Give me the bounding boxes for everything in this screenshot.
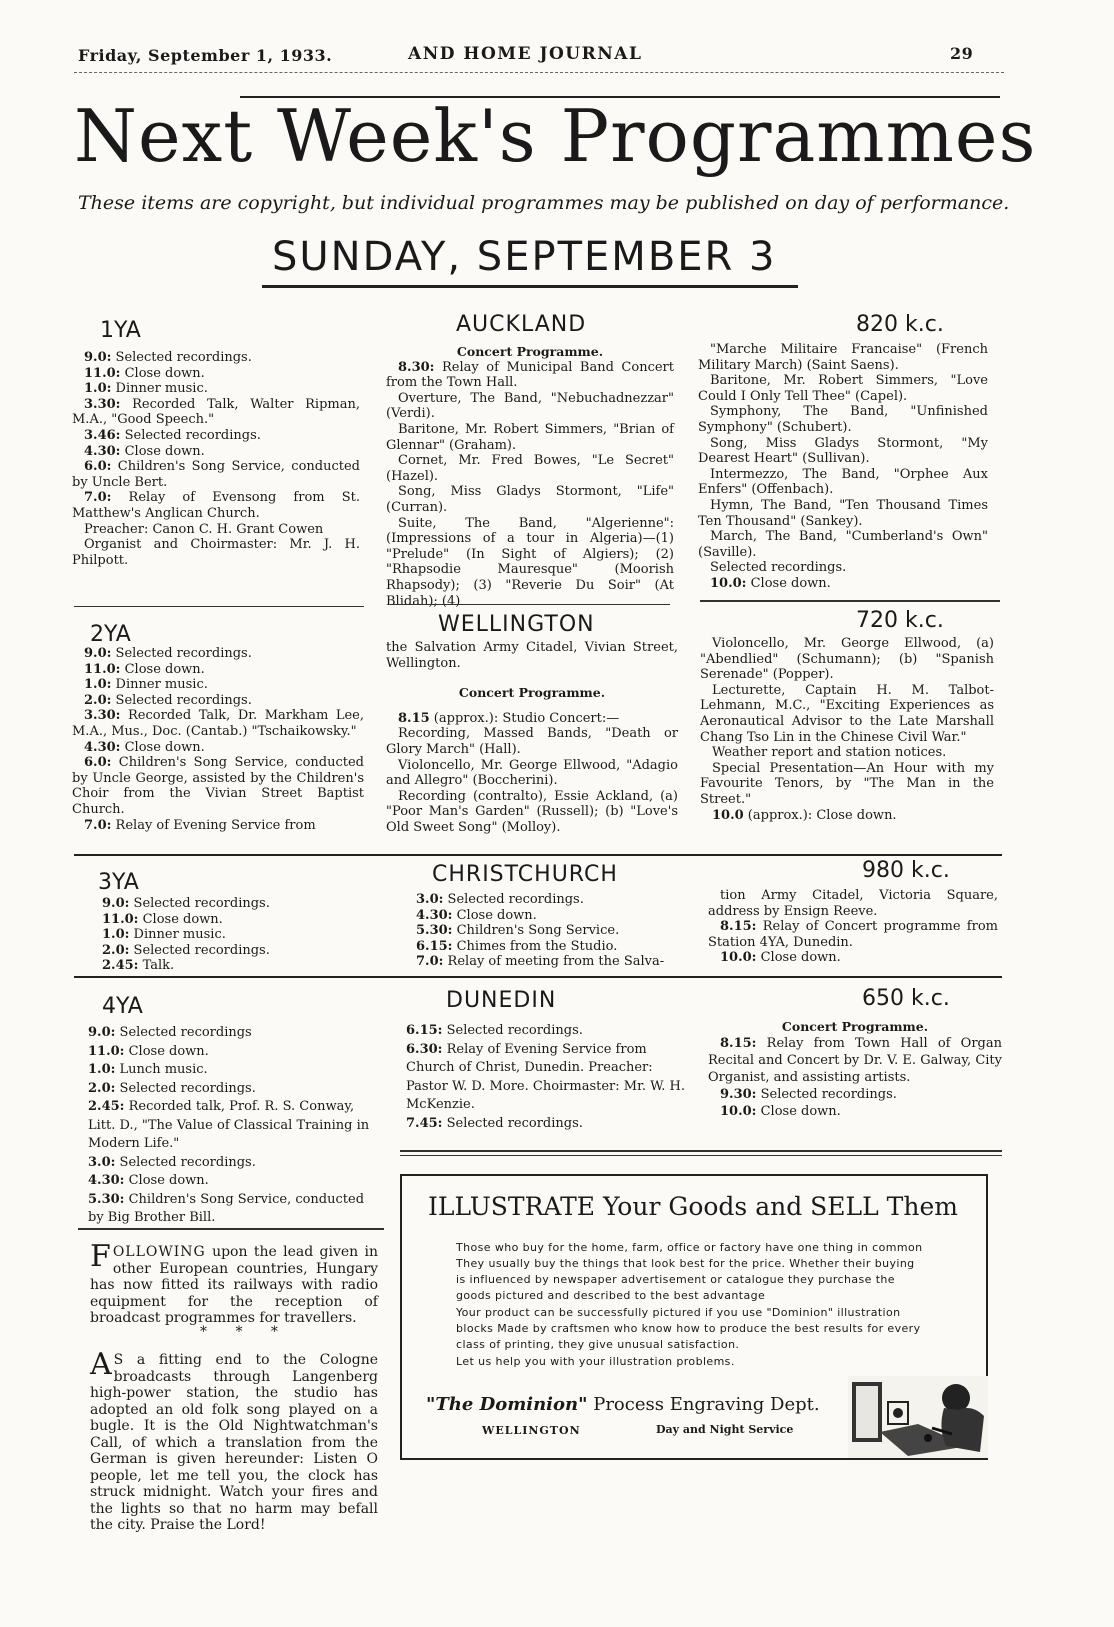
day-heading: SUNDAY, SEPTEMBER 3: [272, 234, 777, 280]
list-item: [404, 908, 674, 924]
list-item: [72, 490, 360, 521]
drop-cap: A: [90, 1347, 112, 1382]
time-label: 6.0:: [84, 755, 112, 771]
item-text: Selected recordings.: [115, 1080, 256, 1096]
list-item: [72, 740, 364, 756]
list-item: [78, 1043, 374, 1062]
article-cologne: [90, 1347, 378, 1534]
item-text: March, The Band, "Cumberland's Own" (Saville).: [698, 529, 988, 560]
list-item: [386, 726, 678, 757]
item-text: Lecturette, Captain H. M. Talbot-Lehmann, M.C., "Exciting Experiences as Aeronautical Advisor to the Late Marshall Chang Tso Lin in the Chinese Civil War.": [700, 682, 994, 745]
list-item: [700, 761, 994, 808]
item-text: Close down.: [756, 950, 841, 966]
item-text: Close down.: [124, 1173, 209, 1188]
time-label: 11.0:: [84, 365, 121, 381]
separator-stars: * * *: [200, 1324, 290, 1340]
time-label: 3.46:: [84, 427, 121, 443]
item-text: Recorded talk, Prof. R. S. Conway, Litt. D., "The Value of Classical Training in Modern Life.": [88, 1099, 370, 1151]
engraver-illustration: [848, 1376, 988, 1458]
list-item: [72, 366, 360, 382]
item-text: Selected recordings: [115, 1025, 252, 1040]
list-item: [698, 467, 988, 498]
frequency-4ya: 650 k.c.: [862, 986, 950, 1011]
page-title: Next Week's Programmes: [74, 94, 1037, 178]
list-item: [698, 373, 988, 404]
time-label: 7.0:: [84, 490, 112, 506]
section-rule: [74, 976, 1002, 978]
item-text: Suite, The Band, "Algerienne": (Impressions of a tour in Algeria)—(1) "Prelude" (In Sight of Algiers); (2) "Rhapsodie Mauresque" (Moorish Rhapsody); (3) "Reverie Du Soir" (At Blidah); (4): [386, 515, 674, 609]
list-item: [72, 646, 364, 662]
time-label: 9.0:: [84, 646, 112, 661]
list-item: [72, 677, 364, 693]
program-list-2ya-right: [700, 636, 994, 823]
item-text: Relay of Evensong from St. Matthew's Anglican Church.: [72, 490, 360, 521]
section-rule: [700, 600, 1000, 602]
item-text: Overture, The Band, "Nebuchadnezzar" (Verdi).: [386, 390, 674, 422]
time-label: 4.30:: [84, 443, 121, 459]
time-label: 9.0:: [84, 350, 112, 365]
time-label: 9.30:: [720, 1087, 757, 1102]
item-text: Children's Song Service, conducted by Uncle George, assisted by the Children's Choir from the Vivian Street Baptist Church.: [72, 755, 364, 817]
item-text: Chimes from the Studio.: [452, 938, 618, 954]
time-label: 10.0: [712, 807, 744, 823]
program-list-4ya-right: [708, 1018, 1002, 1120]
list-item: [386, 453, 674, 484]
article-rule: [78, 1228, 384, 1230]
time-label: 1.0:: [102, 927, 130, 943]
time-label: 4.30:: [84, 739, 121, 755]
list-item: [72, 350, 360, 366]
list-item: [90, 912, 362, 928]
item-text: Children's Song Service.: [452, 923, 620, 939]
page-number: 29: [950, 44, 974, 63]
ad-firm: [426, 1394, 820, 1415]
city-wellington: WELLINGTON: [438, 612, 595, 637]
program-list-1ya-right: [698, 342, 988, 592]
time-label: 2.45:: [102, 958, 139, 974]
ad-firm-prefix: "The Dominion": [426, 1394, 588, 1415]
item-text: Dinner music.: [111, 677, 208, 693]
time-label: 1.0:: [84, 677, 112, 693]
item-text: Violoncello, Mr. George Ellwood, "Adagio and Allegro" (Boccherini).: [386, 757, 678, 789]
list-item: [72, 397, 360, 428]
time-label: 10.0:: [720, 1104, 757, 1119]
program-list-3ya-left: [90, 896, 362, 974]
program-list-1ya-mid: [386, 344, 674, 609]
ad-headline: ILLUSTRATE Your Goods and SELL Them: [428, 1192, 958, 1221]
list-item: [698, 342, 988, 373]
list-item: [396, 1041, 688, 1115]
time-label: 2.0:: [84, 692, 112, 708]
program-list-2ya-mid: [386, 640, 678, 836]
item-text: Talk.: [138, 958, 175, 974]
copyright-notice: These items are copyright, but individual programmes may be published on day of performance.: [78, 192, 1010, 214]
time-label: 7.0:: [416, 954, 444, 970]
list-item: [700, 745, 994, 761]
item-text: (approx.): Studio Concert:—: [429, 710, 620, 726]
list-item: [78, 1024, 374, 1043]
list-item: [698, 560, 988, 576]
time-label: 3.0:: [88, 1154, 116, 1170]
item-text: Selected recordings.: [442, 1115, 583, 1131]
program-list-4ya-left: [78, 1024, 374, 1228]
time-label: 3.0:: [416, 892, 444, 907]
program-list-3ya-right: [708, 888, 998, 966]
list-item: [698, 404, 988, 435]
list-item: [90, 896, 362, 912]
list-item: [708, 1035, 1002, 1086]
item-text: Selected recordings.: [111, 692, 252, 708]
item-text: Special Presentation—An Hour with my Favourite Tenors, by "The Man in the Street.": [700, 760, 994, 807]
program-list-3ya-mid: [404, 892, 674, 970]
concert-heading: Concert Programme.: [458, 685, 606, 701]
time-label: 9.0:: [88, 1025, 116, 1040]
city-dunedin: DUNEDIN: [446, 988, 557, 1013]
list-item: [698, 529, 988, 560]
time-label: 4.30:: [88, 1173, 125, 1188]
item-text: Baritone, Mr. Robert Simmers, "Love Could I Only Tell Thee" (Capel).: [698, 373, 988, 404]
ad-copy: [456, 1240, 926, 1371]
list-item: [90, 943, 362, 959]
ad-firm-name: Process Engraving Dept.: [593, 1394, 820, 1415]
item-text: Violoncello, Mr. George Ellwood, (a) "Abendlied" (Schumann); (b) "Spanish Serenade" (Popper).: [700, 636, 994, 683]
list-item: [386, 711, 678, 727]
time-label: 9.0:: [102, 896, 130, 911]
item-text: Close down.: [120, 739, 205, 755]
column-rule: [390, 604, 670, 605]
city-auckland: AUCKLAND: [456, 312, 587, 337]
station-1ya: 1YA: [100, 318, 141, 343]
list-item: [72, 428, 360, 444]
article-lead: OLLOWING: [112, 1244, 206, 1260]
ad-rule: [400, 1150, 1002, 1152]
list-item: [72, 537, 360, 568]
list-item: [396, 1115, 688, 1134]
ad-rule: [400, 1155, 1002, 1156]
program-list-4ya-mid: [396, 1022, 688, 1133]
item-text: Selected recordings.: [442, 1023, 583, 1038]
item-text: Close down.: [124, 1043, 209, 1059]
list-item: [386, 789, 678, 836]
ad-service: Day and Night Service: [656, 1423, 794, 1436]
list-item: [700, 636, 994, 683]
item-text: tion Army Citadel, Victoria Square, address by Ensign Reeve.: [708, 888, 998, 919]
list-item: [72, 693, 364, 709]
list-item: [708, 919, 998, 950]
time-label: 7.0:: [84, 817, 112, 833]
time-label: 3.30:: [84, 708, 121, 724]
list-item: [386, 758, 678, 789]
item-text: Relay of meeting from the Salva-: [443, 954, 665, 970]
frequency-2ya: 720 k.c.: [856, 608, 944, 633]
list-item: [708, 950, 998, 966]
item-text: Hymn, The Band, "Ten Thousand Times Ten Thousand" (Sankey).: [698, 497, 988, 529]
list-item: [698, 436, 988, 467]
item-text: Relay of Evening Service from: [111, 817, 316, 833]
list-item: [386, 422, 674, 453]
time-label: 8.15:: [720, 919, 757, 935]
list-item: [72, 755, 364, 817]
item-text: Intermezzo, The Band, "Orphee Aux Enfers" (Offenbach).: [698, 466, 988, 498]
section-rule: [74, 854, 1002, 856]
item-text: Close down.: [120, 365, 205, 381]
station-2ya: 2YA: [90, 622, 131, 647]
issue-date: Friday, September 1, 1933.: [78, 46, 333, 65]
list-item: [78, 1061, 374, 1080]
item-text: Close down.: [120, 443, 205, 459]
day-underline: [262, 285, 798, 288]
time-label: 7.45:: [406, 1115, 443, 1131]
item-text: Recorded Talk, Dr. Markham Lee, M.A., Mus., Doc. (Cantab.) "Tschaikowsky.": [72, 708, 364, 739]
time-label: 6.15:: [406, 1023, 443, 1038]
ad-paragraph: Your product can be successfully pictured if you use "Dominion" illustration blocks Made by craftsmen who know how to produce the best results for every class of printing, they give unusual satisfaction.: [456, 1306, 921, 1351]
item-text: Dinner music.: [111, 381, 208, 397]
list-item: [404, 939, 674, 955]
item-text: Relay of Concert programme from Station 4YA, Dunedin.: [708, 919, 998, 950]
item-text: Relay of Municipal Band Concert from the Town Hall.: [386, 359, 674, 391]
list-item: the Salvation Army Citadel, Vivian Street, Wellington.: [386, 640, 678, 671]
journal-name: AND HOME JOURNAL: [408, 44, 643, 64]
article-hungary-railways: [90, 1239, 378, 1327]
list-item: [700, 683, 994, 745]
item-text: Selected recordings.: [129, 896, 270, 911]
item-text: Selected recordings.: [111, 646, 252, 661]
item-text: Preacher: Canon C. H. Grant Cowen: [84, 521, 324, 537]
section-rule: [74, 606, 364, 607]
list-item: [404, 954, 674, 970]
time-label: 8.15: [398, 710, 430, 726]
item-text: Selected recordings.: [443, 892, 584, 907]
list-item: [72, 818, 364, 834]
time-label: 10.0:: [720, 950, 757, 966]
item-text: Baritone, Mr. Robert Simmers, "Brian of Glennar" (Graham).: [386, 421, 674, 453]
time-label: 11.0:: [88, 1043, 125, 1059]
frequency-1ya: 820 k.c.: [856, 312, 944, 337]
list-item: [708, 888, 998, 919]
item-text: Close down.: [120, 661, 205, 677]
article-text: S a fitting end to the Cologne broadcasts through Langenberg high-power station, the studio has adopted an old folk song played on a bugle. It is the Old Nightwatchman's Call, of which a translation from the German is given hereunder: Listen O people, let me tell you, the clock has struck midnight. Watch your fires and the lights so that no harm may befall the city. Praise the Lord!: [90, 1352, 378, 1533]
item-text: Recording (contralto), Essie Ackland, (a) "Poor Man's Garden" (Russell); (b) "Love's Old Sweet Song" (Molloy).: [386, 788, 678, 835]
list-item: [78, 1191, 374, 1228]
item-text: Relay from Town Hall of Organ Recital and Concert by Dr. V. E. Galway, City Organist, and assisting artists.: [708, 1036, 1002, 1085]
list-item: [708, 1103, 1002, 1120]
item-text: Children's Song Service, conducted by Uncle Bert.: [72, 459, 360, 490]
ad-paragraph: Let us help you with your illustration problems.: [456, 1355, 735, 1368]
item-text: Children's Song Service, conducted by Big Brother Bill.: [88, 1191, 365, 1225]
list-item: [72, 708, 364, 739]
time-label: 11.0:: [102, 911, 139, 927]
item-text: Close down.: [138, 911, 223, 927]
advertisement-box: [400, 1174, 988, 1460]
item-text: Close down.: [746, 575, 831, 591]
program-list-1ya-left: [72, 350, 360, 568]
drop-cap: F: [90, 1239, 111, 1274]
time-label: 8.30:: [398, 359, 435, 375]
list-item: [404, 892, 674, 908]
item-text: Selected recordings.: [129, 942, 270, 958]
time-label: 6.30:: [406, 1041, 443, 1057]
list-item: [698, 498, 988, 529]
item-text: Song, Miss Gladys Stormont, "Life" (Curran).: [386, 484, 674, 515]
list-item: [72, 522, 360, 538]
time-label: 4.30:: [416, 907, 453, 923]
item-text: Song, Miss Gladys Stormont, "My Dearest Heart" (Sullivan).: [698, 435, 988, 467]
item-text: Close down.: [756, 1104, 841, 1119]
list-item: [78, 1172, 374, 1191]
item-text: Recording, Massed Bands, "Death or Glory March" (Hall).: [386, 726, 678, 757]
time-label: 10.0:: [710, 575, 747, 591]
item-text: Selected recordings.: [120, 427, 261, 443]
item-text: Selected recordings.: [115, 1154, 256, 1170]
article-text: upon the lead given in other European countries, Hungary has now fitted its railways with radio equipment for the reception of broadcast programmes for travellers.: [90, 1244, 378, 1326]
city-christchurch: CHRISTCHURCH: [432, 862, 618, 887]
list-item: [72, 662, 364, 678]
frequency-3ya: 980 k.c.: [862, 858, 950, 883]
concert-heading: Concert Programme.: [781, 1019, 929, 1034]
list-item: [708, 1086, 1002, 1103]
item-text: Weather report and station notices.: [712, 745, 947, 761]
item-text: Symphony, The Band, "Unfinished Symphony" (Schubert).: [698, 404, 988, 435]
list-item: [698, 576, 988, 592]
program-list-2ya-left: [72, 646, 364, 833]
time-label: 8.15:: [720, 1036, 757, 1051]
item-text: Organist and Choirmaster: Mr. J. H. Philpott.: [72, 537, 360, 568]
station-3ya: 3YA: [98, 870, 139, 895]
ad-city: WELLINGTON: [482, 1424, 581, 1437]
item-text: "Marche Militaire Francaise" (French Military March) (Saint Saens).: [698, 342, 988, 373]
list-item: [72, 459, 360, 490]
list-item: [72, 381, 360, 397]
time-label: 2.0:: [88, 1080, 116, 1096]
item-text: Lunch music.: [115, 1062, 208, 1077]
concert-heading: Concert Programme.: [456, 344, 604, 359]
list-item: [78, 1154, 374, 1173]
time-label: 5.30:: [88, 1191, 125, 1207]
time-label: 11.0:: [84, 661, 121, 677]
list-item: [396, 1022, 688, 1041]
list-item: [404, 923, 674, 939]
list-item: [78, 1080, 374, 1099]
list-item: [700, 808, 994, 824]
time-label: 6.0:: [84, 459, 112, 475]
time-label: 1.0:: [84, 381, 112, 397]
list-item: [72, 444, 360, 460]
item-text: Selected recordings.: [756, 1087, 897, 1102]
list-item: [386, 391, 674, 422]
list-item: [386, 484, 674, 515]
time-label: 6.15:: [416, 938, 453, 954]
list-item: [90, 927, 362, 943]
header-rule: [74, 72, 1004, 73]
item-text: Cornet, Mr. Fred Bowes, "Le Secret" (Hazel).: [386, 453, 674, 484]
item-text: Selected recordings.: [710, 560, 847, 576]
item-text: Selected recordings.: [111, 350, 252, 365]
time-label: 3.30:: [84, 396, 121, 412]
item-text: (approx.): Close down.: [743, 807, 897, 823]
time-label: 2.0:: [102, 942, 130, 958]
item-text: Recorded Talk, Walter Ripman, M.A., "Good Speech.": [72, 396, 360, 428]
list-item: [386, 360, 674, 391]
list-item: [78, 1098, 374, 1154]
time-label: 2.45:: [88, 1099, 125, 1114]
item-text: Relay of Evening Service from Church of Christ, Dunedin. Preacher: Pastor W. D. More. Choirmaster: Mr. W. H. McKenzie.: [406, 1041, 685, 1112]
time-label: 1.0:: [88, 1062, 116, 1077]
list-item: [90, 958, 362, 974]
time-label: 5.30:: [416, 923, 453, 939]
list-item: [386, 516, 674, 610]
item-text: Close down.: [452, 907, 537, 923]
station-4ya: 4YA: [102, 994, 143, 1019]
ad-paragraph: Those who buy for the home, farm, office or factory have one thing in common They usually buy the things that look best for the price. Whether their buying is influenced by newspaper advertisement or catalogue they purchase the goods pictured and described to the best advantage: [456, 1241, 923, 1302]
item-text: Dinner music.: [129, 927, 226, 943]
